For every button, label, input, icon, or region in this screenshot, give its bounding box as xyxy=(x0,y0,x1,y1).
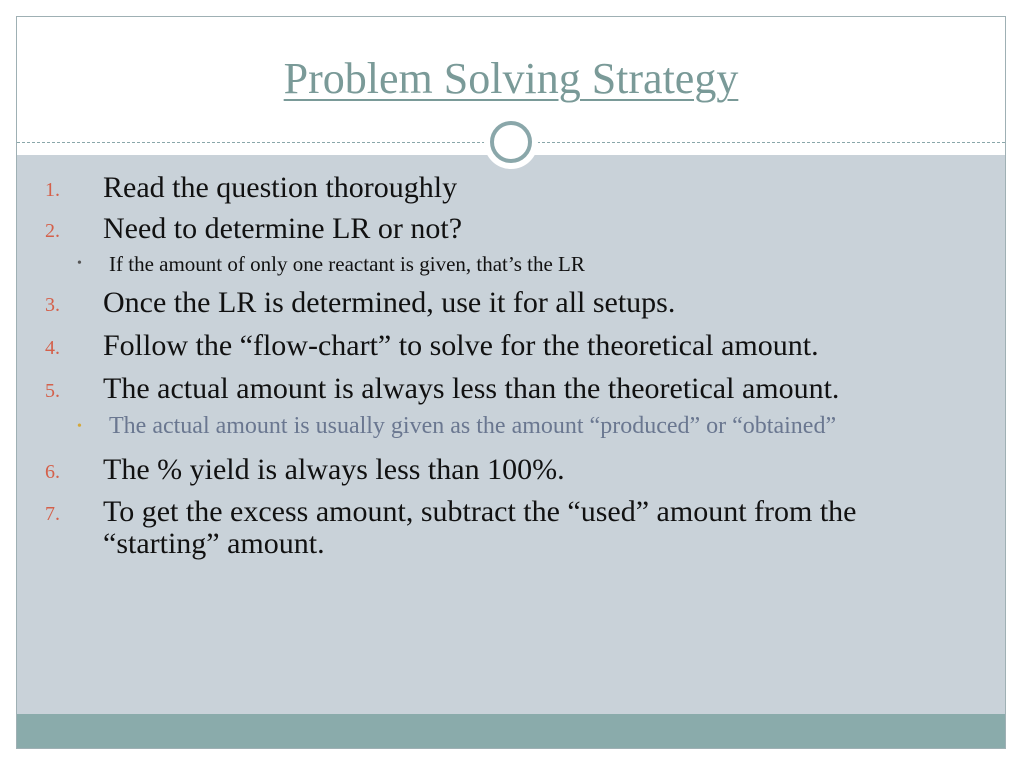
sub-bullet-item xyxy=(17,413,1005,440)
slide xyxy=(16,16,1006,749)
list-item xyxy=(17,287,1005,319)
list-item xyxy=(17,373,1005,405)
list-item xyxy=(17,172,1005,204)
list-item-text: The % yield is always less than 100%. xyxy=(103,453,565,486)
list-number: 1. xyxy=(45,179,60,201)
list-item-text: Once the LR is determined, use it for all setups. xyxy=(103,286,676,319)
list-item-text: To get the excess amount, subtract the “used” amount from the “starting” amount. xyxy=(103,495,857,560)
list-item-text: Need to determine LR or not? xyxy=(103,212,463,245)
list-number: 7. xyxy=(45,503,60,525)
list-number: 2. xyxy=(45,220,60,242)
list-item xyxy=(17,454,1005,486)
list-item-text: Read the question thoroughly xyxy=(103,171,458,204)
list-item-text: Follow the “flow-chart” to solve for the theoretical amount. xyxy=(103,329,819,362)
list-item-text: The actual amount is always less than the theoretical amount. xyxy=(103,372,840,405)
sub-bullet-text: The actual amount is usually given as the amount “produced” or “obtained” xyxy=(109,413,837,439)
ring-icon xyxy=(490,121,532,163)
bullet-icon: • xyxy=(77,256,82,271)
list-item xyxy=(17,213,1005,245)
list-item xyxy=(17,496,1005,560)
content-list xyxy=(17,172,1005,560)
sub-bullet-text: If the amount of only one reactant is given, that’s the LR xyxy=(109,252,585,276)
list-item xyxy=(17,330,1005,362)
bullet-icon: • xyxy=(77,419,82,434)
slide-title: Problem Solving Strategy xyxy=(283,54,739,103)
list-number: 6. xyxy=(45,461,60,483)
circle-ornament-icon xyxy=(484,115,538,169)
footer-band xyxy=(17,714,1005,748)
list-number: 4. xyxy=(45,337,60,359)
sub-bullet-item xyxy=(17,251,1005,277)
list-number: 5. xyxy=(45,380,60,402)
list-number: 3. xyxy=(45,294,60,316)
